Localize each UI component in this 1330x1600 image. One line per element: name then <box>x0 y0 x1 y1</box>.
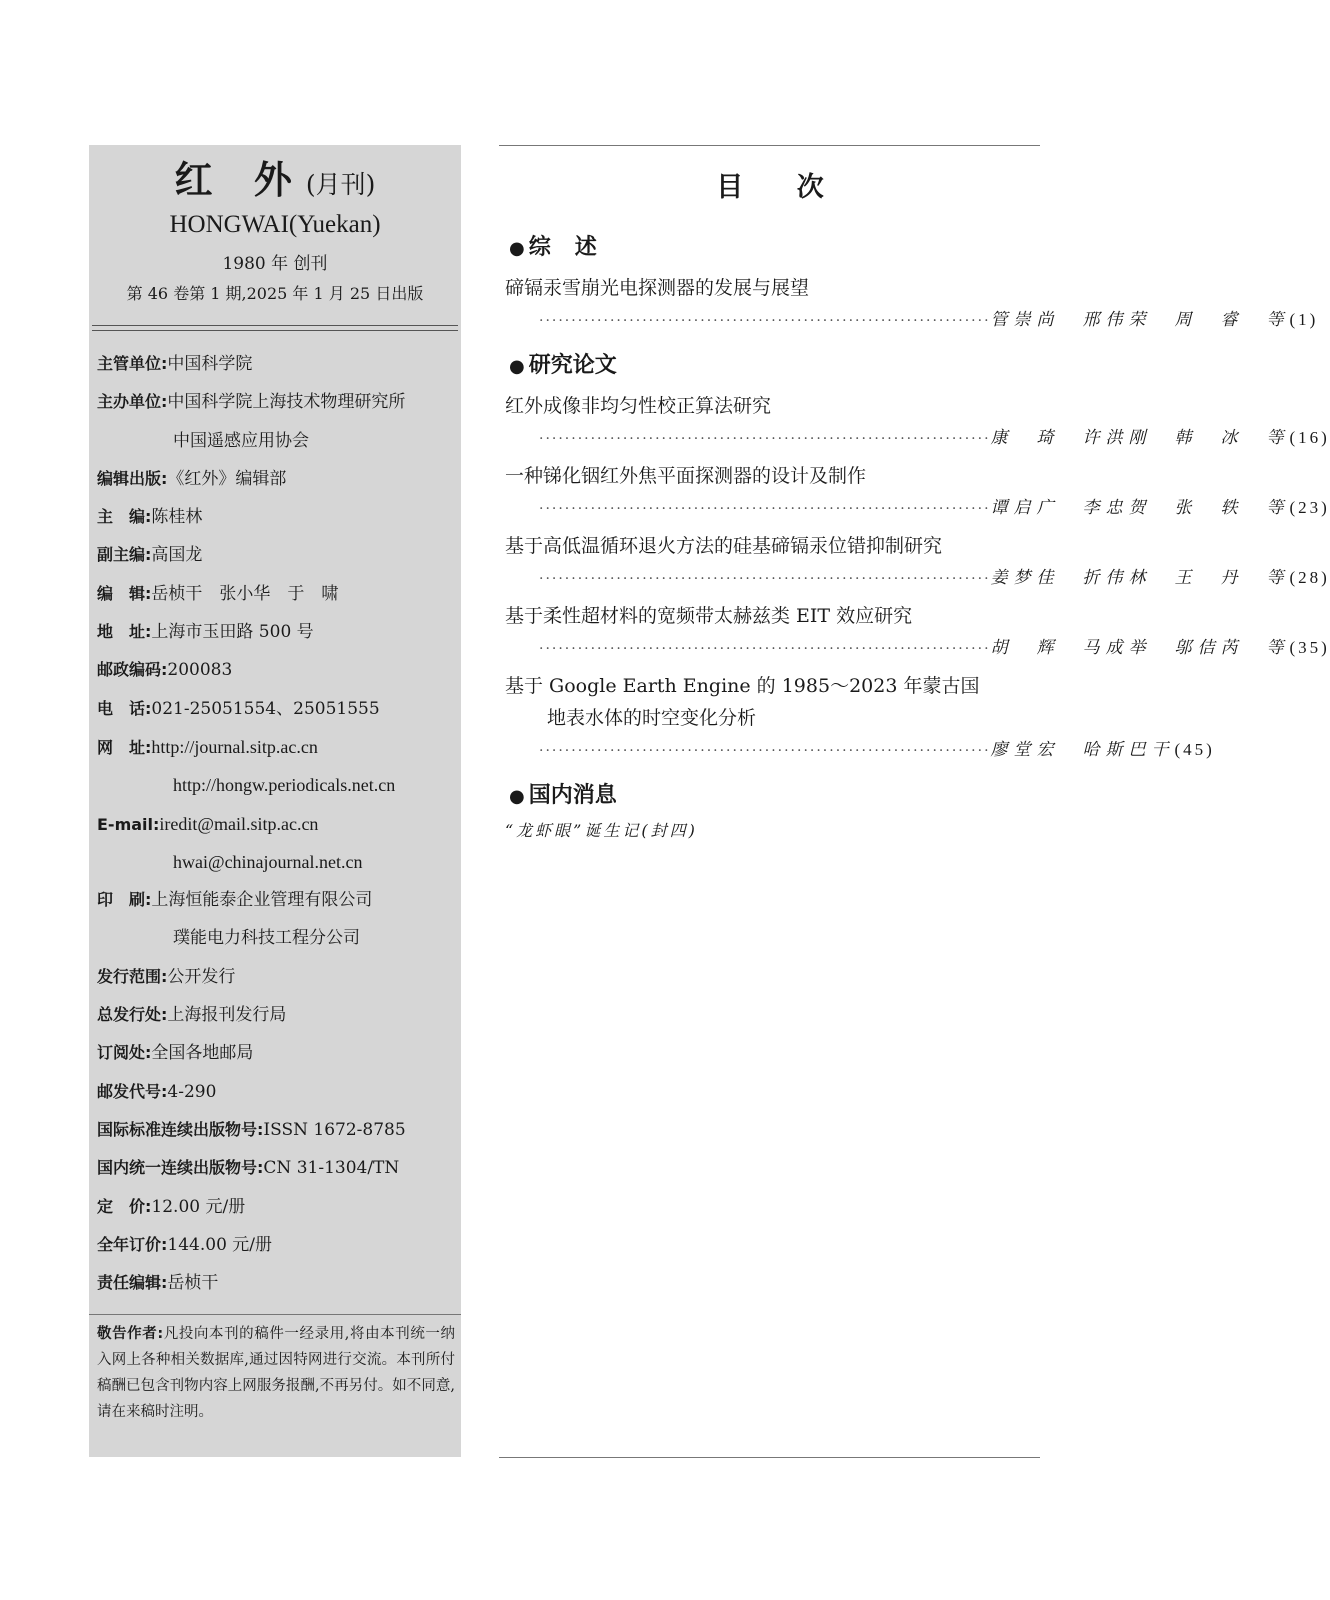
bullet-icon: ● <box>509 356 525 377</box>
info-label: 主管单位: <box>97 354 168 373</box>
info-row-editor-publisher <box>89 460 461 498</box>
info-row-subscription <box>89 1034 461 1072</box>
toc-entry[interactable] <box>505 460 1330 524</box>
info-row-annual-price <box>89 1226 461 1264</box>
info-value: 200083 <box>167 660 233 681</box>
article-page: (28) <box>1289 568 1330 587</box>
article-byline <box>505 562 1330 594</box>
info-row-postcode <box>89 651 461 689</box>
info-value: 中国科学院 <box>167 354 253 374</box>
info-row-address <box>89 613 461 651</box>
info-value: 璞能电力科技工程分公司 <box>173 928 360 949</box>
article-title[interactable]: 一种锑化铟红外焦平面探测器的设计及制作 <box>505 465 867 487</box>
article-byline <box>505 492 1330 524</box>
info-value: 144.00 元/册 <box>167 1234 273 1255</box>
info-row-postal-code <box>89 1073 461 1111</box>
info-label: 副主编: <box>97 545 152 565</box>
info-label: 编辑出版: <box>97 468 168 488</box>
website-link-1[interactable]: http://journal.sitp.ac.cn <box>151 736 318 757</box>
article-title[interactable]: 基于 Google Earth Engine 的 1985～2023 年蒙古国 <box>505 675 980 697</box>
journal-title-main: 红 外 <box>174 157 306 202</box>
masthead <box>89 155 461 309</box>
info-label: 印 刷: <box>97 890 152 910</box>
info-row-email <box>89 805 461 843</box>
toc-section-domestic-news <box>505 778 1035 846</box>
email-link-2[interactable]: hwai@chinajournal.net.cn <box>173 851 363 872</box>
article-page: (1) <box>1289 310 1319 329</box>
info-value: 12.00 元/册 <box>151 1196 246 1217</box>
info-value: 岳桢干 <box>167 1273 219 1294</box>
bullet-icon: ● <box>509 238 525 259</box>
toc-entry[interactable] <box>505 390 1330 454</box>
publication-info-list <box>89 345 461 1302</box>
section-heading <box>509 778 1035 814</box>
info-label: E-mail: <box>97 814 160 834</box>
info-label: 国内统一连续出版物号: <box>97 1158 264 1178</box>
news-item[interactable]: “龙虾眼”诞生记(封四) <box>505 821 698 840</box>
leader-dots: ······································································ <box>539 571 991 587</box>
article-title[interactable]: 碲镉汞雪崩光电探测器的发展与展望 <box>505 277 810 299</box>
leader-dots: ······································································ <box>539 313 991 329</box>
info-row-phone <box>89 690 461 728</box>
info-value: 陈桂林 <box>151 507 203 528</box>
toc-bottom-rule <box>499 1457 1040 1458</box>
info-label: 定 价: <box>97 1196 152 1216</box>
article-byline <box>505 304 1319 336</box>
section-heading-text: 研究论文 <box>528 353 617 378</box>
journal-title <box>89 155 461 205</box>
info-label: 主 编: <box>97 507 152 527</box>
info-row-responsible-editor <box>89 1264 461 1302</box>
info-label: 订阅处: <box>97 1043 152 1063</box>
author-notice <box>89 1315 461 1425</box>
info-label: 发行范围: <box>97 966 168 986</box>
info-value: 全国各地邮局 <box>151 1043 254 1064</box>
info-value: 公开发行 <box>167 966 236 987</box>
article-page: (23) <box>1289 498 1330 517</box>
info-value: 4-290 <box>167 1081 217 1102</box>
info-value: CN 31-1304/TN <box>263 1158 400 1179</box>
info-label: 编 辑: <box>97 583 152 603</box>
article-page: (45) <box>1174 740 1215 759</box>
section-heading-text: 国内消息 <box>528 783 617 808</box>
info-value: 中国遥感应用协会 <box>173 430 309 451</box>
info-row-email-2 <box>89 843 461 881</box>
toc-entry[interactable] <box>505 600 1330 664</box>
info-value: 上海恒能泰企业管理有限公司 <box>151 890 373 911</box>
leader-dots: ······································································ <box>539 743 991 759</box>
info-label: 邮政编码: <box>97 660 168 680</box>
info-row-website <box>89 728 461 766</box>
toc-section-review <box>505 230 1319 336</box>
info-label: 总发行处: <box>97 1005 168 1025</box>
info-value: 上海市玉田路 500 号 <box>151 622 314 643</box>
issue-info: 第 46 卷第 1 期,2025 年 1 月 25 日出版 <box>126 284 424 303</box>
info-label: 责任编辑: <box>97 1273 168 1293</box>
toc-section-research <box>505 348 1330 766</box>
journal-title-suffix: (月刊) <box>305 170 376 199</box>
info-label: 邮发代号: <box>97 1081 168 1101</box>
article-byline <box>505 734 1215 766</box>
info-row-printer <box>89 881 461 919</box>
article-authors: 姜梦佳 折伟林 王 丹 等 <box>990 568 1290 588</box>
info-value: 上海报刊发行局 <box>167 1005 287 1026</box>
article-title-continued[interactable]: 地表水体的时空变化分析 <box>547 707 757 729</box>
article-authors: 胡 辉 马成举 邬佶芮 等 <box>990 638 1290 658</box>
founded-year: 1980 年 创刊 <box>222 254 328 274</box>
article-authors: 谭启广 李忠贺 张 轶 等 <box>990 498 1290 518</box>
info-value: 高国龙 <box>151 545 203 566</box>
info-row-supervisor <box>89 345 461 383</box>
info-row-distribution-scope <box>89 958 461 996</box>
article-authors: 康 琦 许洪刚 韩 冰 等 <box>990 428 1290 448</box>
info-row-website-2 <box>89 766 461 804</box>
info-row-sponsor-2 <box>89 422 461 460</box>
info-label: 主办单位: <box>97 392 168 412</box>
info-label: 电 话: <box>97 698 152 718</box>
info-value: ISSN 1672-8785 <box>263 1119 406 1140</box>
info-row-chief-editor <box>89 498 461 536</box>
article-authors: 管崇尚 邢伟荣 周 睿 等 <box>990 310 1290 330</box>
table-of-contents <box>505 168 1330 846</box>
toc-entry[interactable] <box>505 272 1319 336</box>
article-byline <box>505 632 1330 664</box>
website-link-2[interactable]: http://hongw.periodicals.net.cn <box>173 775 396 796</box>
toc-entry[interactable] <box>505 670 1215 766</box>
toc-title: 目 次 <box>716 172 846 203</box>
masthead-divider <box>92 325 458 331</box>
info-row-printer-2 <box>89 919 461 957</box>
info-label: 网 址: <box>97 737 152 757</box>
section-heading <box>509 230 1035 266</box>
info-row-deputy-editor <box>89 536 461 574</box>
info-value: 021-25051554、25051555 <box>151 698 380 719</box>
journal-info-panel <box>89 145 461 1457</box>
leader-dots: ······································································ <box>539 641 991 657</box>
article-title[interactable]: 基于柔性超材料的宽频带太赫兹类 EIT 效应研究 <box>505 605 913 627</box>
article-title[interactable]: 基于高低温循环退火方法的硅基碲镉汞位错抑制研究 <box>505 535 943 557</box>
info-row-cn <box>89 1149 461 1187</box>
section-heading <box>509 348 1035 384</box>
article-page: (16) <box>1289 428 1330 447</box>
toc-entry[interactable] <box>505 530 1330 594</box>
article-page: (35) <box>1289 638 1330 657</box>
journal-english-title: HONGWAI(Yuekan) <box>169 211 381 238</box>
author-notice-text: 凡投向本刊的稿件一经录用,将由本刊统一纳入网上各种相关数据库,通过因特网进行交流。本刊所付稿酬已包含刊物内容上网服务报酬,不再另付。如不同意,请在来稿时注明。 <box>97 1326 455 1421</box>
section-heading-text: 综述 <box>528 235 621 260</box>
info-value: 《红外》编辑部 <box>167 468 287 489</box>
article-authors: 廖堂宏 哈斯巴干 <box>990 740 1175 760</box>
author-notice-label: 敬告作者: <box>97 1326 164 1343</box>
info-row-editors <box>89 575 461 613</box>
info-label: 国际标准连续出版物号: <box>97 1119 264 1139</box>
leader-dots: ······································································ <box>539 431 991 447</box>
info-row-sponsor <box>89 383 461 421</box>
info-row-distributor <box>89 996 461 1034</box>
leader-dots: ······································································ <box>539 501 991 517</box>
article-title[interactable]: 红外成像非均匀性校正算法研究 <box>505 395 772 417</box>
info-value: 岳桢干 张小华 于 啸 <box>151 583 339 604</box>
info-row-issn <box>89 1111 461 1149</box>
email-link-1[interactable]: iredit@mail.sitp.ac.cn <box>159 813 319 834</box>
info-value: 中国科学院上海技术物理研究所 <box>167 392 406 413</box>
article-byline <box>505 422 1330 454</box>
info-label: 全年订价: <box>97 1234 168 1254</box>
toc-top-rule <box>499 145 1040 146</box>
info-label: 地 址: <box>97 622 152 642</box>
info-row-price <box>89 1188 461 1226</box>
bullet-icon: ● <box>509 786 525 807</box>
